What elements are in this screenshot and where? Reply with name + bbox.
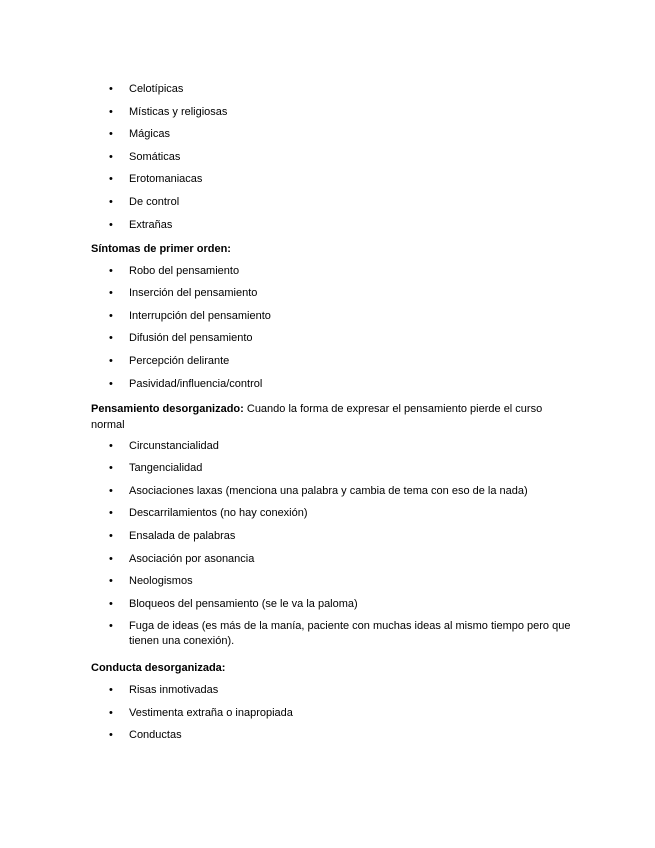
bullet-icon: • [109,264,113,277]
list-item: • Circunstancialidad [109,439,219,452]
section-heading-disorganized-thought: Pensamiento desorganizado: Cuando la forma de expresar el pensamiento pierde el curso normal [91,402,543,431]
bullet-icon: • [109,287,113,300]
bullet-icon: • [109,529,113,542]
bullet-icon: • [109,128,113,141]
list-item: • Místicas y religiosas [109,105,228,118]
list-item: • Fuga de ideas (es más de la manía, paciente con muchas ideas al mismo tiempo pero que tienen una conexión). [109,620,571,648]
list-item: • Conductas [109,729,182,742]
bullet-icon: • [109,439,113,452]
bullet-icon: • [109,684,113,697]
list-item: • Erotomaniacas [109,173,203,186]
list-item: • Pasividad/influencia/control [109,377,263,390]
bullet-icon: • [109,354,113,367]
bullet-icon: • [109,83,113,95]
list-item: • Robo del pensamiento [109,264,240,277]
bullet-icon: • [109,597,113,610]
bullet-icon: • [109,484,113,497]
bullet-icon: • [109,173,113,186]
section-heading-first-order: Síntomas de primer orden: [91,242,231,255]
delusion-types-list [91,82,571,232]
list-item: • Percepción delirante [109,354,230,367]
bullet-icon: • [109,377,113,390]
list-item: • Difusión del pensamiento [109,332,253,345]
bullet-icon: • [109,729,113,742]
list-item: • Extrañas [109,218,173,231]
list-item: • Interrupción del pensamiento [109,309,271,322]
bullet-icon: • [109,462,113,475]
bullet-icon: • [109,105,113,118]
list-item: • Inserción del pensamiento [109,287,258,300]
list-item: • Celotípicas [109,83,184,95]
bullet-icon: • [109,706,113,719]
disorganized-thought-list [91,439,571,650]
list-item: • Risas inmotivadas [109,684,219,697]
bullet-icon: • [109,507,113,520]
document-content [91,82,571,751]
first-order-symptoms-list [91,264,571,391]
list-item: • Ensalada de palabras [109,529,236,542]
list-item: • Descarrilamientos (no hay conexión) [109,507,308,520]
section-heading-disorganized-behavior: Conducta desorganizada: [91,662,226,675]
bullet-icon: • [109,150,113,163]
list-item: • Mágicas [109,128,170,141]
list-item: • Neologismos [109,575,193,588]
list-item: • Somáticas [109,150,181,163]
bullet-icon: • [109,575,113,588]
bullet-icon: • [109,620,113,633]
bullet-icon: • [109,218,113,231]
section-description: Cuando la forma de expresar el pensamiento pierde el curso normal [91,402,543,431]
disorganized-behavior-list [91,683,571,742]
list-item: • Bloqueos del pensamiento (se le va la paloma) [109,597,358,610]
bullet-icon: • [109,195,113,208]
list-item: • Tangencialidad [109,462,203,475]
list-item: • Vestimenta extraña o inapropiada [109,706,293,719]
bullet-icon: • [109,552,113,565]
bullet-icon: • [109,332,113,345]
bullet-icon: • [109,309,113,322]
list-item: • De control [109,195,180,208]
list-item: • Asociación por asonancia [109,552,255,565]
list-item: • Asociaciones laxas (menciona una palabra y cambia de tema con eso de la nada) [109,484,528,497]
